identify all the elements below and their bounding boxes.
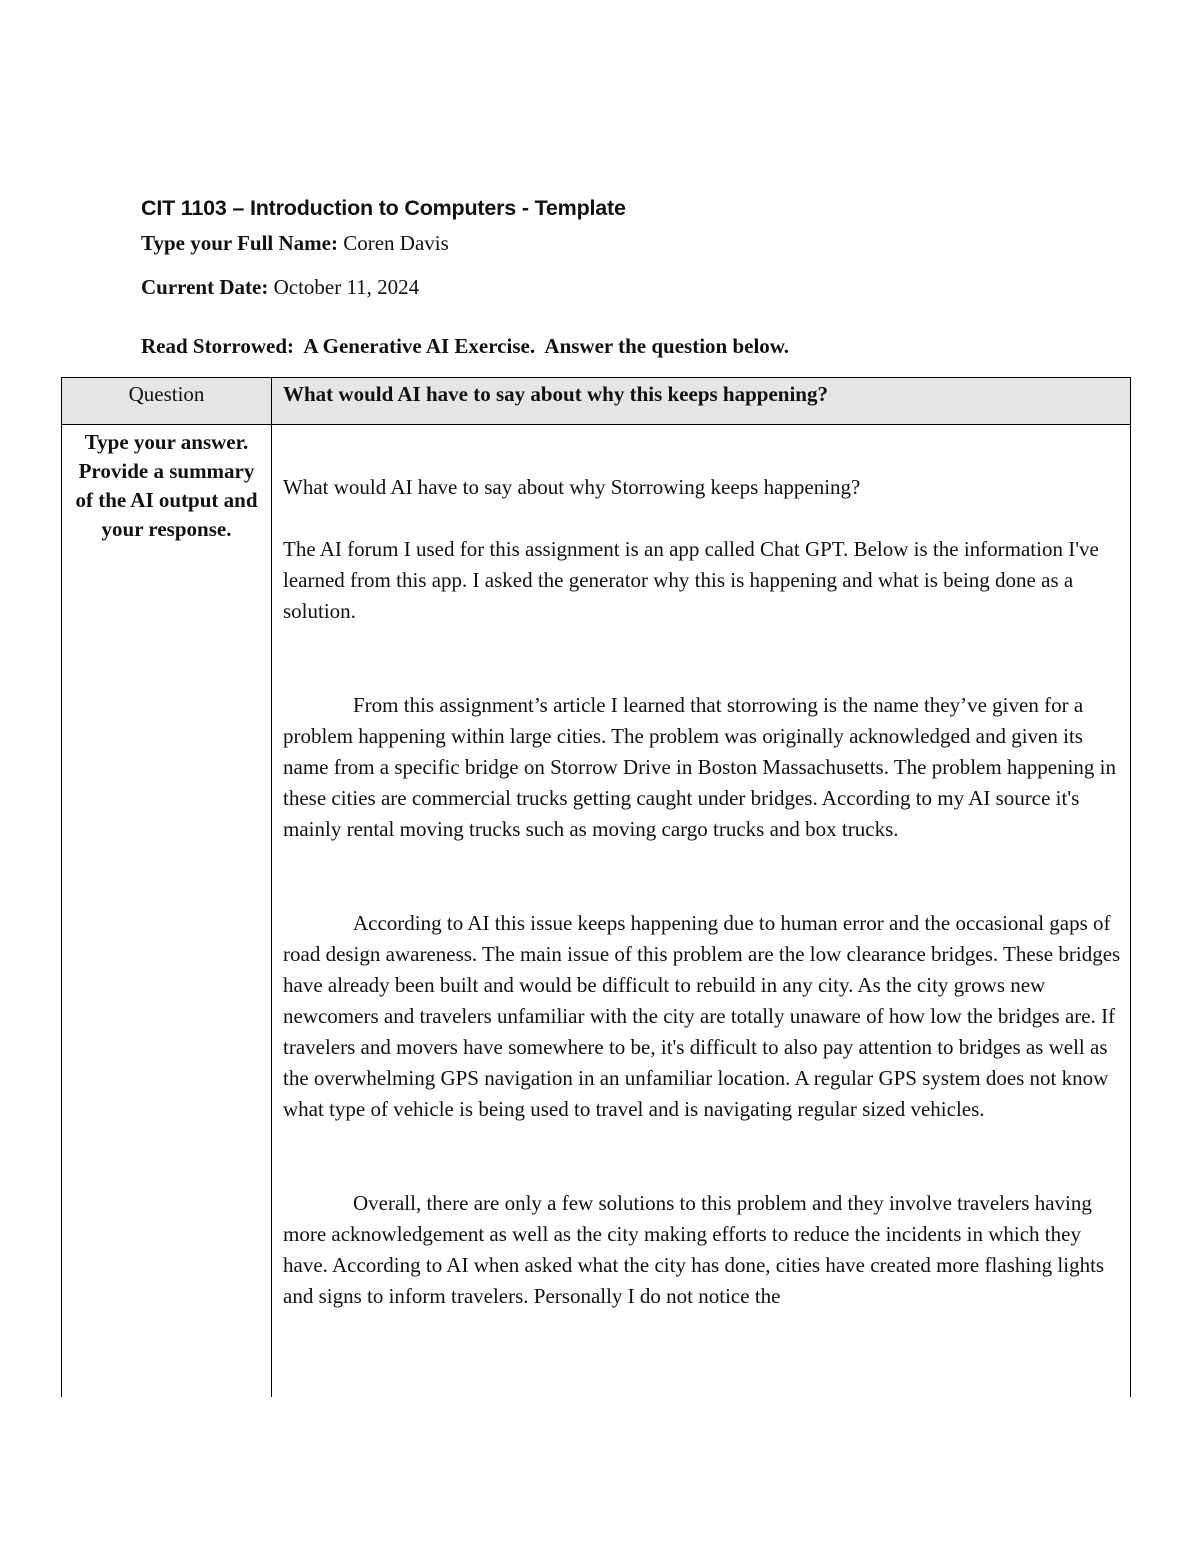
answer-cell[interactable] — [272, 425, 1131, 1398]
current-date-line — [141, 275, 419, 300]
answer-paragraph: From this assignment’s article I learned that storrowing is the name they’ve given for a problem happening within large cities. The problem was originally acknowledged and given its name from a specific bridge on Storrow Drive in Boston Massachusetts. The problem happening in these cities are commercial trucks getting caught under bridges. According to my AI source it's mainly rental moving trucks such as moving cargo trucks and box trucks. — [283, 693, 1117, 841]
answer-paragraph: According to AI this issue keeps happening due to human error and the occasional gaps of road design awareness. The main issue of this problem are the low clearance bridges. These bridges have already been built and would be difficult to rebuild in any city. As the city grows new newcomers and travelers unfamiliar with the city are totally unaware of how low the bridges are. If travelers and movers have somewhere to be, it's difficult to also pay attention to bridges as well as the overwhelming GPS navigation in an unfamiliar location. A regular GPS system does not know what type of vehicle is being used to travel and is navigating regular sized vehicles. — [283, 911, 1121, 1121]
header-question-cell: Question — [62, 378, 272, 425]
answer-row — [62, 425, 1131, 1398]
full-name-value: Coren Davis — [343, 231, 449, 255]
answer-paragraph: Overall, there are only a few solutions to this problem and they involve travelers having more acknowledgement as well as the city making efforts to reduce the incidents in which they have. According to AI when asked what the city has done, cities have created more flashing lights and signs to inform travelers. Personally I do not notice the — [283, 1191, 1105, 1308]
full-name-line — [141, 231, 449, 256]
answer-prompt-cell: Type your answer. Provide a summary of the AI output and your response. — [62, 425, 272, 1398]
answer-question-line: What would AI have to say about why Storrowing keeps happening? — [283, 475, 861, 499]
question-table — [61, 377, 1131, 1397]
assignment-instructions: Read Storrowed: A Generative AI Exercise. Answer the question below. — [141, 334, 790, 358]
current-date-label: Current Date: — [141, 275, 269, 299]
table-header-row — [62, 378, 1131, 425]
header-prompt-cell: What would AI have to say about why this keeps happening? — [272, 378, 1131, 425]
document-title: CIT 1103 – Introduction to Computers - Template — [141, 196, 626, 220]
full-name-label: Type your Full Name: — [141, 231, 338, 255]
answer-intro-paragraph: The AI forum I used for this assignment is an app called Chat GPT. Below is the information I've learned from this app. I asked the generator why this is happening and what is being done as a solution. — [283, 537, 1099, 623]
current-date-value: October 11, 2024 — [273, 275, 420, 299]
